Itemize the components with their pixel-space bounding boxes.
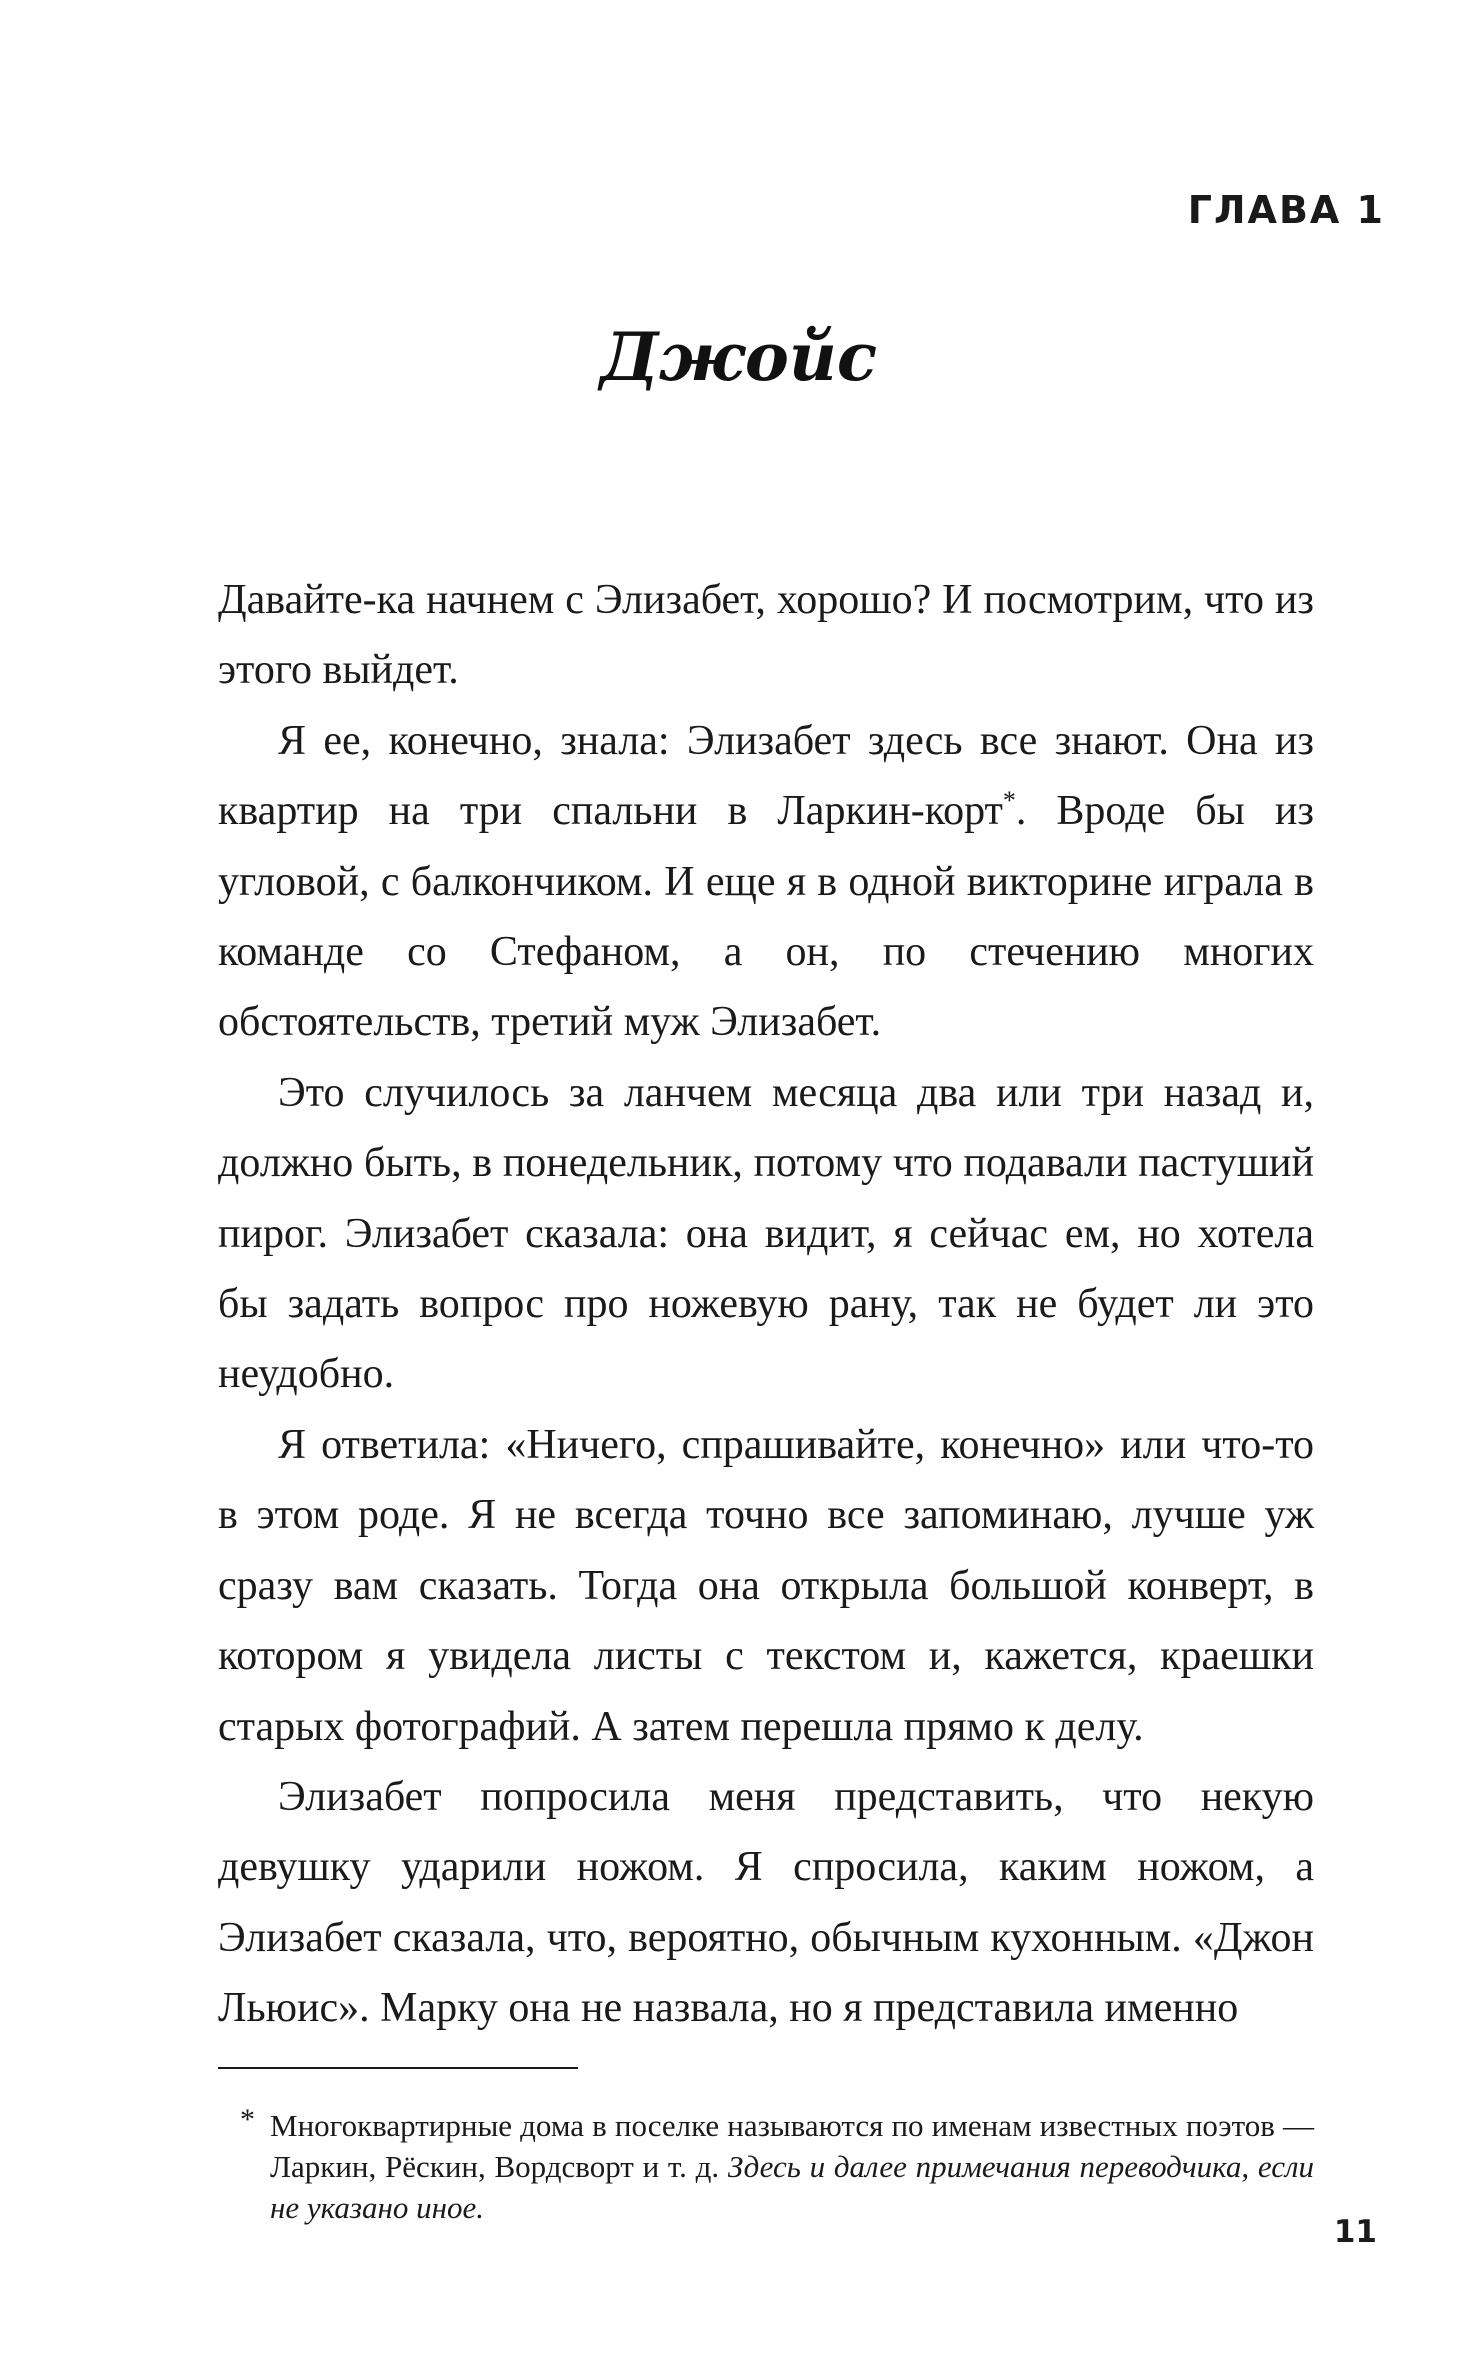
chapter-title: Джойс [599,318,878,396]
chapter-label: ГЛАВА 1 [1187,188,1385,232]
footnote-marker: * [240,2103,255,2136]
paragraph-2-text-a: Я ее, конечно, знала: Элизабет здесь все знают. Она из квартир на три спальни в Ларкин-корт [218,717,1314,835]
page-number: 11 [1333,2214,1377,2250]
footnote-reference[interactable]: * [1002,786,1016,816]
footnote [240,2103,1314,2228]
footnote-italic-text: Здесь и далее примечания переводчика, если не указано иное. [270,2149,1314,2225]
paragraph-1: Давайте-ка начнем с Элизабет, хорошо? И посмотрим, что из этого выйдет. [218,577,1314,694]
footnote-text: Многоквартирные дома в поселке называются по именам известных поэтов — Ларкин, Рёскин, Вордсворт и т. д. [270,2108,1314,2184]
paragraph-4: Я ответила: «Ничего, спрашивайте, конечно» или что-то в этом роде. Я не всегда точно все запоминаю, лучше уж сразу вам сказать. Тогда она открыла большой конверт, в котором я увидела листы с текстом и, кажется, краешки старых фотографий. А затем перешла прямо к делу. [218,1421,1314,1750]
body-text [218,565,1314,2044]
paragraph-2 [218,706,1314,1058]
paragraph-5: Элизабет попросила меня представить, что некую девушку ударили ножом. Я спросила, каким ножом, а Элизабет сказала, что, вероятно, обычным кухонным. «Джон Льюис». Марку она не назвала, но я представила именно [218,1773,1314,2032]
paragraph-2-text-b: . Вроде бы из угловой, с балкончиком. И еще я в одной викторине играла в команде со Стефаном, а он, по стечению многих обстоятельств, третий муж Элизабет. [218,788,1314,1046]
paragraph-3: Это случилось за ланчем месяца два или три назад и, должно быть, в понедельник, потому что подавали пастуший пирог. Элизабет сказала: она видит, я сейчас ем, но хотела бы задать вопрос про ножевую рану, так не будет ли это неудобно. [218,1069,1314,1398]
footnote-divider [218,2067,578,2069]
